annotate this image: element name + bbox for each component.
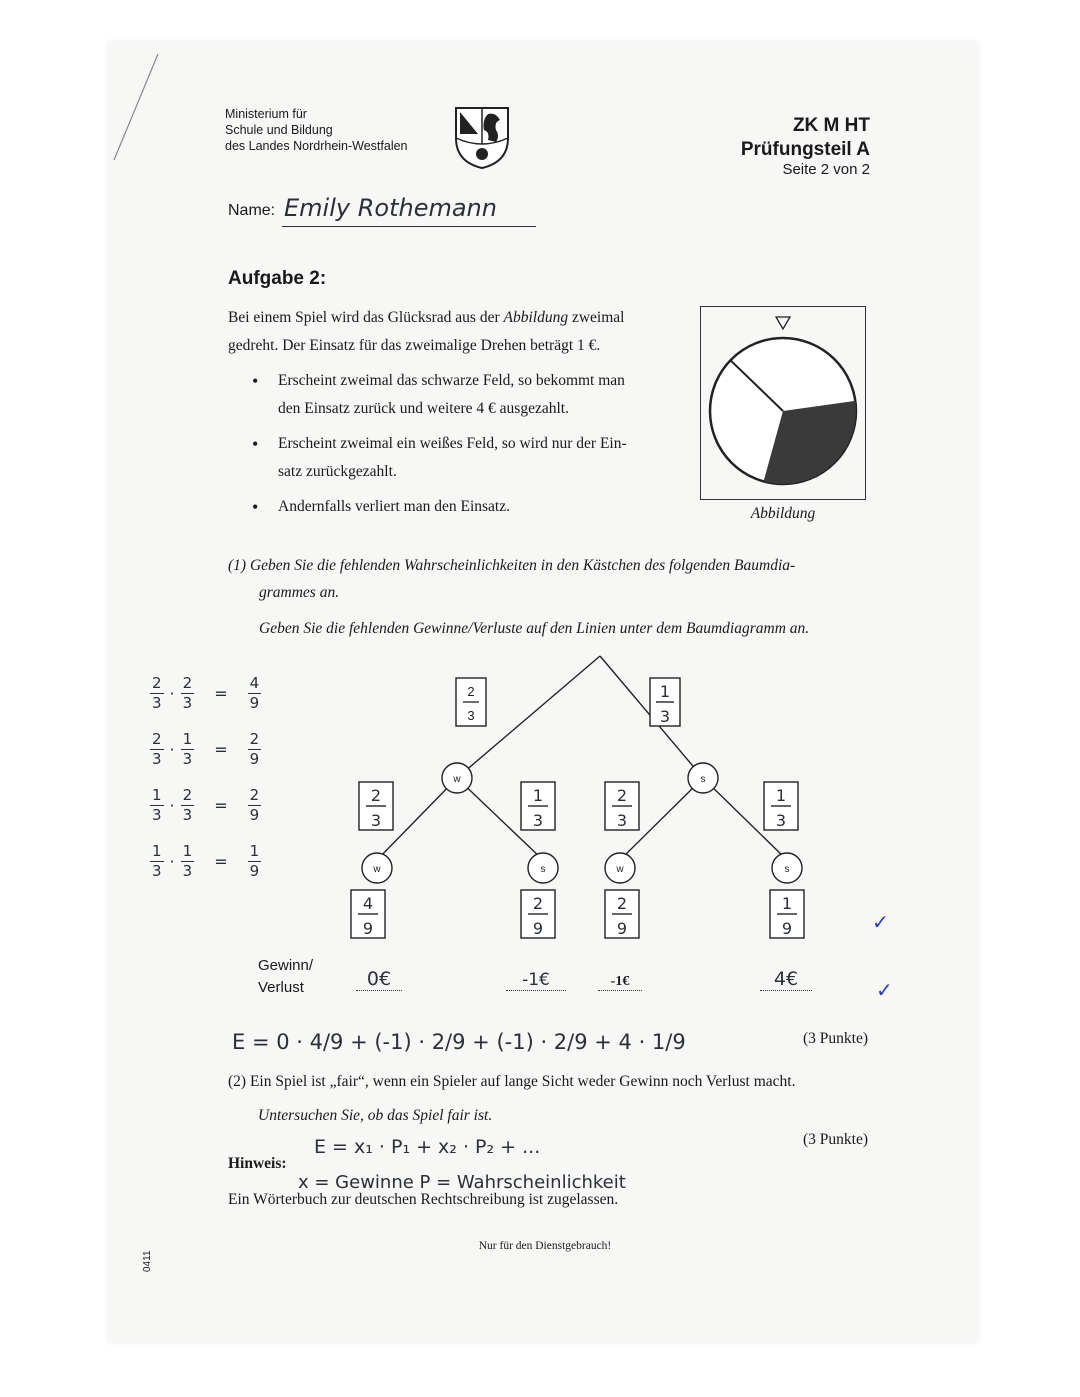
node-label: w [616, 864, 624, 875]
prob-den-hand: 3 [616, 811, 628, 830]
footer-note: Nur für den Dienstgebrauch! [478, 1240, 612, 1252]
calc-row: $\frac{2}{3}$ · $\frac{1}{3}$ = $\frac{2}{9}$ [152, 729, 260, 768]
page-number: Seite 2 von 2 [782, 161, 870, 178]
calc-row: $\frac{1}{3}$ · $\frac{2}{3}$ = $\frac{2}{9}$ [152, 785, 260, 824]
prob-num-hand: 1 [659, 682, 671, 701]
question-1: (1) Geben Sie die fehlenden Wahrscheinlichkeiten in den Kästchen des folgenden Baumdia- grammes an. Geben Sie die fehlenden Gewinne/Verluste auf den Linien unter dem Baumdiagramm an. [228, 557, 810, 637]
name-handwritten: Emily Rothemann [284, 194, 497, 222]
prob-den-hand: 3 [370, 811, 382, 830]
prob-num-hand: 1 [532, 786, 544, 805]
question-2: (2) Ein Spiel ist „fair“, wenn ein Spieler auf lange Sicht weder Gewinn noch Verlust macht. Untersuchen Sie, ob das Spiel fair ist. [228, 1073, 796, 1124]
calc-row: $\frac{1}{3}$ · $\frac{1}{3}$ = $\frac{1}{9}$ [152, 841, 260, 880]
path-num-hand: 1 [781, 894, 793, 913]
hint-label: Hinweis: [228, 1155, 287, 1172]
wheel-figure [700, 306, 866, 500]
hint-text: Ein Wörterbuch zur deutschen Rechtschreibung ist zugelassen. [228, 1191, 619, 1208]
nrw-coat-of-arms-icon [452, 104, 512, 170]
path-den-hand: 9 [781, 919, 793, 938]
pointer-icon [776, 317, 790, 329]
gain-value: -1€ [506, 970, 566, 991]
side-code: 0411 [142, 1250, 153, 1272]
gain-value: 4€ [760, 968, 812, 991]
name-label: Name: [228, 202, 276, 219]
prob-num: 2 [467, 684, 475, 699]
path-den-hand: 9 [616, 919, 628, 938]
teacher-check-mark: ✓ [876, 980, 893, 1002]
formula-legend: x = Gewinne P = Wahrscheinlichkeit [298, 1172, 626, 1193]
path-num-hand: 4 [362, 894, 374, 913]
prob-den: 3 [467, 708, 475, 723]
teacher-check-mark: ✓ [872, 912, 889, 934]
gain-value: 0€ [356, 968, 402, 991]
gain-label: Gewinn/ Verlust [258, 957, 314, 996]
rule-item: • Erscheint zweimal das schwarze Feld, so bekommt man den Einsatz zurück und weitere 4 € ausgezahlt. [252, 371, 625, 417]
path-den-hand: 9 [532, 919, 544, 938]
gain-value-printed: -1€ [598, 974, 642, 991]
path-num-hand: 2 [532, 894, 544, 913]
rule-item: • Andernfalls verliert man den Einsatz. [252, 497, 510, 517]
task-intro: Bei einem Spiel wird das Glücksrad aus der Abbildung zweimal gedreht. Der Einsatz für das zweimalige Drehen beträgt 1 €. [228, 309, 625, 354]
exam-code: ZK M HT Prüfungsteil A [740, 115, 870, 160]
name-underline [282, 226, 536, 227]
wheel-of-fortune [701, 307, 864, 498]
node-label: s [700, 774, 706, 785]
prob-num-hand: 2 [370, 786, 382, 805]
prob-num-hand: 2 [616, 786, 628, 805]
task-title: Aufgabe 2: [228, 268, 327, 289]
node-label: w [373, 864, 381, 875]
rule-item: • Erscheint zweimal ein weißes Feld, so wird nur der Ein- satz zurückgezahlt. [252, 434, 627, 480]
side-calculation [150, 665, 261, 889]
calc-row: $\frac{2}{3}$ · $\frac{2}{3}$ = $\frac{4}{9}$ [152, 673, 260, 712]
prob-den-hand: 3 [775, 811, 787, 830]
node-label: w [453, 774, 461, 785]
tree-diagram [330, 650, 850, 950]
path-num-hand: 2 [616, 894, 628, 913]
node-label: s [540, 864, 546, 875]
rule-list [252, 367, 682, 521]
stray-pen-line [100, 50, 170, 170]
points-q2: (3 Punkte) [802, 1131, 868, 1148]
prob-den-hand: 3 [659, 707, 671, 726]
node-label: s [784, 864, 790, 875]
points-q1: (3 Punkte) [802, 1030, 868, 1047]
prob-den-hand: 3 [532, 811, 544, 830]
prob-num-hand: 1 [775, 786, 787, 805]
path-den-hand: 9 [362, 919, 374, 938]
expected-value-calculation: E = 0 · 4/9 + (-1) · 2/9 + (-1) · 2/9 + 4 · 1/9 [232, 1030, 686, 1054]
figure-caption: Abbildung [750, 505, 816, 522]
expected-value-formula: E = x₁ · P₁ + x₂ · P₂ + ... [314, 1136, 541, 1158]
ministry-name: Ministerium für Schule und Bildung des Landes Nordrhein-Westfalen [225, 107, 408, 153]
